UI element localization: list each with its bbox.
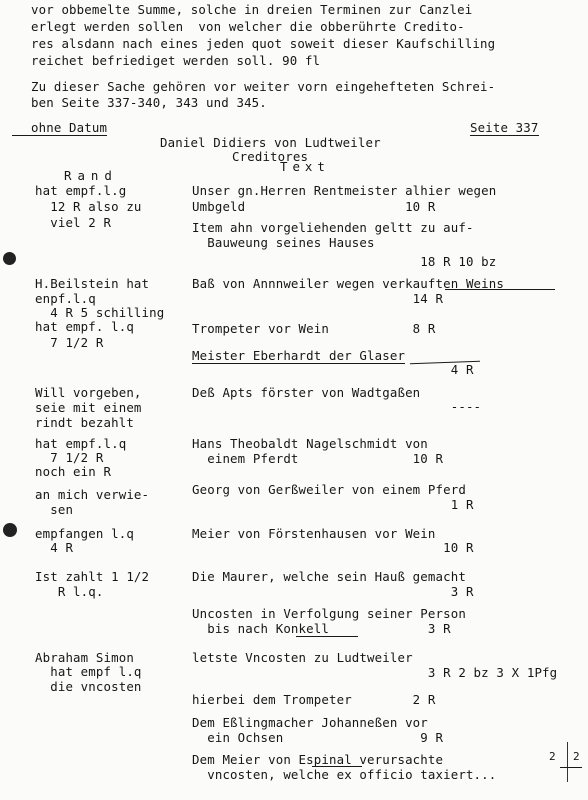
text-0-line-1: Umbgeld 10 R <box>192 199 436 214</box>
text-8-line-0: Meier von Förstenhausen vor Wein <box>192 526 436 541</box>
rand-3-line-1: 7 1/2 R <box>35 335 104 350</box>
text-12-line-0: hierbei dem Trompeter 2 R <box>192 692 436 707</box>
text-9-line-0: Die Maurer, welche sein Hauß gemacht <box>192 569 466 584</box>
rand-11-line-2: die vncosten <box>35 679 142 694</box>
intro-line-3: res alsdann nach eines jeden quot soweit dieser Kaufschilling <box>31 36 496 51</box>
header-underline-left <box>12 135 32 136</box>
rand-0-line-1: 12 R also zu <box>35 199 142 214</box>
note-line-2: ben Seite 337-340, 343 und 345. <box>31 95 267 110</box>
rand-0-line-0: hat empf.l.g <box>35 183 127 198</box>
rand-6-line-1: 7 1/2 R <box>35 450 104 465</box>
text-5-line-0: Deß Apts förster von Wadtgaßen <box>192 385 421 400</box>
rand-2-line-1: enpf.l.q <box>35 291 96 306</box>
text-14-line-0: Dem Meier von Espinal verursachte <box>192 752 444 767</box>
text-13-line-0: Dem Eßlingmacher Johanneßen vor <box>192 715 428 730</box>
intro-line-1: vor obbemelte Summe, solche in dreien Terminen zur Canzlei <box>31 2 473 17</box>
rand-8-line-1: 4 R <box>35 540 74 555</box>
date-label: ohne Datum <box>31 120 108 135</box>
text-11-line-0: letste Vncosten zu Ludtweiler <box>192 650 413 665</box>
text-1-line-3: 18 R 10 bz <box>192 254 497 269</box>
margin-rule <box>567 742 568 782</box>
strike-mark <box>445 289 555 290</box>
rand-3-line-0: hat empf. l.q <box>35 319 134 334</box>
rand-11-line-0: Abraham Simon <box>35 650 134 665</box>
konkell-underline <box>296 636 358 637</box>
text-7-line-0: Georg von Gerßweiler von einem Pferd <box>192 482 466 497</box>
text-6-line-0: Hans Theobaldt Nagelschmidt von <box>192 436 428 451</box>
text-0-line-0: Unser gn.Herren Rentmeister alhier wegen <box>192 183 497 198</box>
punch-hole-upper <box>3 252 16 265</box>
document-subtitle: Creditores <box>232 149 309 164</box>
rand-7-line-0: an mich verwie- <box>35 487 150 502</box>
text-7-line-1: 1 R <box>192 497 474 512</box>
rand-8-line-0: empfangen l.q <box>35 526 134 541</box>
text-8-line-1: 10 R <box>192 540 474 555</box>
text-1-line-1: Bauweung seines Hauses <box>192 235 375 250</box>
column-header-rand: Rand <box>64 168 118 183</box>
rand-7-line-1: sen <box>35 502 74 517</box>
margin-mark-b: 2 <box>573 750 580 763</box>
text-2-line-0: Baß von Annnweiler wegen verkauften Weins <box>192 276 505 291</box>
rand-2-line-2: 4 R 5 schilling <box>35 305 165 320</box>
rand-2-line-0: H.Beilstein hat <box>35 276 150 291</box>
punch-hole-lower <box>3 523 17 537</box>
rand-9-line-0: Ist zahlt 1 1/2 <box>35 569 150 584</box>
rand-5-line-0: Will vorgeben, <box>35 385 142 400</box>
page-reference: Seite 337 <box>470 120 539 135</box>
text-3-line-0: Trompeter vor Wein 8 R <box>192 321 436 336</box>
intro-line-4: reichet befriediget werden soll. 90 fl <box>31 53 321 68</box>
intro-line-2: erlegt werden sollen von welcher die obberührte Creditо- <box>31 19 465 34</box>
margin-mark-a: 2 <box>549 750 556 763</box>
text-10-line-0: Uncosten in Verfolgung seiner Person <box>192 606 466 621</box>
rand-5-line-1: seie mit einem <box>35 400 142 415</box>
text-2-line-1: 14 R <box>192 291 444 306</box>
text-4-line-0: Meister Eberhardt der Glaser <box>192 348 406 363</box>
text-4-line-1: 4 R <box>192 362 474 377</box>
text-14-line-1: vncosten, welche ex officio taxiert... <box>192 767 497 782</box>
rand-6-line-0: hat empf.l.q <box>35 436 127 451</box>
rand-0-line-2: viel 2 R <box>35 215 112 230</box>
rand-9-line-1: R l.q. <box>35 584 104 599</box>
text-6-line-1: einem Pferdt 10 R <box>192 451 444 466</box>
document-title: Daniel Didiers von Ludtweiler <box>160 135 381 150</box>
text-5-line-1: ---- <box>192 399 482 414</box>
rand-6-line-2: noch ein R <box>35 464 112 479</box>
margin-tick <box>560 767 582 768</box>
text-11-line-1: 3 R 2 bz 3 X 1Pfg <box>192 665 558 680</box>
rand-11-line-1: hat empf l.q <box>35 664 142 679</box>
text-9-line-1: 3 R <box>192 584 474 599</box>
column-header-text: Text <box>280 159 330 174</box>
rand-5-line-2: rindt bezahlt <box>35 415 134 430</box>
text-10-line-1: bis nach Konkell 3 R <box>192 621 451 636</box>
text-13-line-1: ein Ochsen 9 R <box>192 730 444 745</box>
note-line-1: Zu dieser Sache gehören vor weiter vorn eingehefteten Schrei- <box>31 79 496 94</box>
text-1-line-0: Item ahn vorgeliehenden geltt zu auf- <box>192 220 474 235</box>
